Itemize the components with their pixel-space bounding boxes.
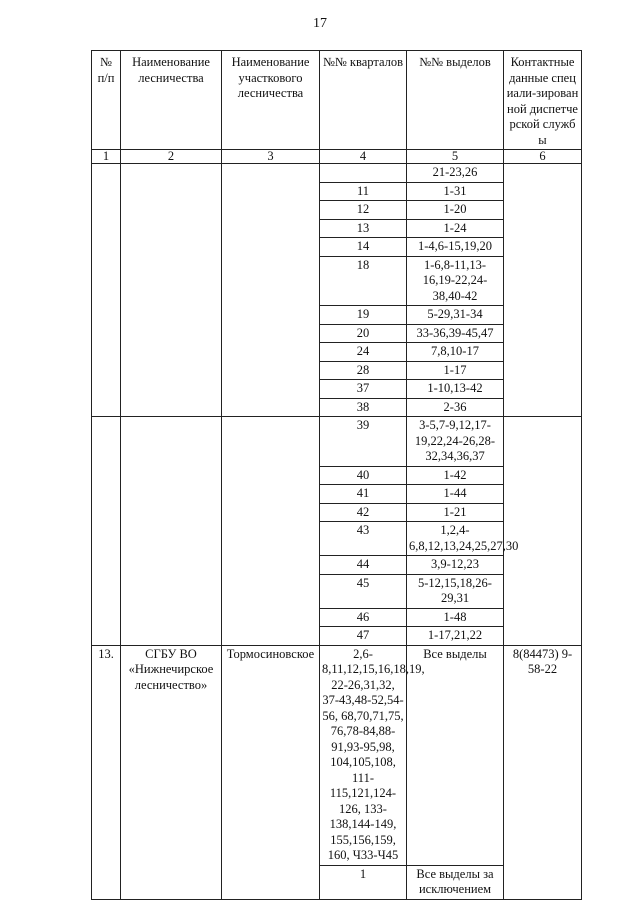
cell-quarter: 20 [320,324,407,343]
cell-sections: 1-42 [407,466,504,485]
cell-quarter: 38 [320,398,407,417]
cell-quarter: 11 [320,182,407,201]
cell-sections: 1-17 [407,361,504,380]
cell-quarter: 12 [320,201,407,220]
cell-sections: 1-6,8-11,13-16,19-22,24-38,40-42 [407,256,504,306]
column-number: 3 [222,150,320,164]
cell-sections: 5-29,31-34 [407,306,504,325]
cell-sections: 7,8,10-17 [407,343,504,362]
header-quarters: №№ кварталов [320,51,407,150]
cell-sections: 1-17,21,22 [407,627,504,646]
cell-sections: 1-20 [407,201,504,220]
cell-quarter: 39 [320,417,407,467]
cell-quarter: 13 [320,219,407,238]
cell-sections: Все выделы [407,645,504,865]
cell-quarter: 19 [320,306,407,325]
header-sections: №№ выделов [407,51,504,150]
cell-num-empty [92,164,121,417]
cell-sections: 3,9-12,23 [407,556,504,575]
cell-sections: 1-44 [407,485,504,504]
cell-quarter: 18 [320,256,407,306]
cell-forestry-empty [121,417,222,646]
forestry-table [91,50,582,900]
header-district: Наименование участкового лесничества [222,51,320,150]
cell-sections: 1,2,4-6,8,12,13,24,25,27,30 [407,522,504,556]
cell-sections: 1-10,13-42 [407,380,504,399]
cell-sections: 1-24 [407,219,504,238]
cell-district-name: Тормосиновское [222,645,320,899]
cell-quarter: 1 [320,865,407,899]
cell-sections: 21-23,26 [407,164,504,183]
cell-quarter: 24 [320,343,407,362]
header-forestry: Наименование лесничества [121,51,222,150]
header-contact: Контактные данные специали-зированной диспетчерской службы [504,51,582,150]
cell-district-empty [222,417,320,646]
cell-sections: 1-31 [407,182,504,201]
cell-district-empty [222,164,320,417]
cell-quarter: 44 [320,556,407,575]
cell-sections: 2-36 [407,398,504,417]
cell-num: 13. [92,645,121,899]
cell-quarter: 45 [320,574,407,608]
table-row-entry-13 [92,645,582,865]
table-row [92,164,582,183]
cell-quarter: 28 [320,361,407,380]
cell-contact-empty [504,417,582,646]
cell-quarter: 37 [320,380,407,399]
cell-quarter: 14 [320,238,407,257]
cell-contact-empty [504,164,582,417]
cell-sections: 5-12,15,18,26-29,31 [407,574,504,608]
cell-contact-phone: 8(84473) 9-58-22 [504,645,582,899]
column-number: 1 [92,150,121,164]
column-number: 2 [121,150,222,164]
cell-quarter: 47 [320,627,407,646]
cell-sections: 1-4,6-15,19,20 [407,238,504,257]
table-row [92,417,582,467]
cell-num-empty [92,417,121,646]
cell-quarter [320,164,407,183]
cell-quarter: 46 [320,608,407,627]
cell-sections: 3-5,7-9,12,17-19,22,24-26,28-32,34,36,37 [407,417,504,467]
cell-quarter: 41 [320,485,407,504]
cell-quarter: 43 [320,522,407,556]
cell-forestry-empty [121,164,222,417]
column-number: 6 [504,150,582,164]
cell-sections: 1-48 [407,608,504,627]
cell-sections: 33-36,39-45,47 [407,324,504,343]
cell-quarters-list: 2,6-8,11,12,15,16,18,19, 22-26,31,32, 37-43,48-52,54-56, 68,70,71,75, 76,78-84,88-91,93-95,98, 104,105,108, 111-115,121,124-126, 133-138,144-149, 155,156,159, 160, Ч33-Ч45 [320,645,407,865]
cell-sections: Все выделы за исключением [407,865,504,899]
column-number: 5 [407,150,504,164]
column-number-row [92,150,582,164]
cell-quarter: 40 [320,466,407,485]
page-number: 17 [313,16,327,31]
cell-quarter: 42 [320,503,407,522]
cell-sections: 1-21 [407,503,504,522]
header-row [92,51,582,150]
column-number: 4 [320,150,407,164]
cell-forestry-name: СГБУ ВО «Нижнечирское лесничество» [121,645,222,899]
header-num: № п/п [92,51,121,150]
